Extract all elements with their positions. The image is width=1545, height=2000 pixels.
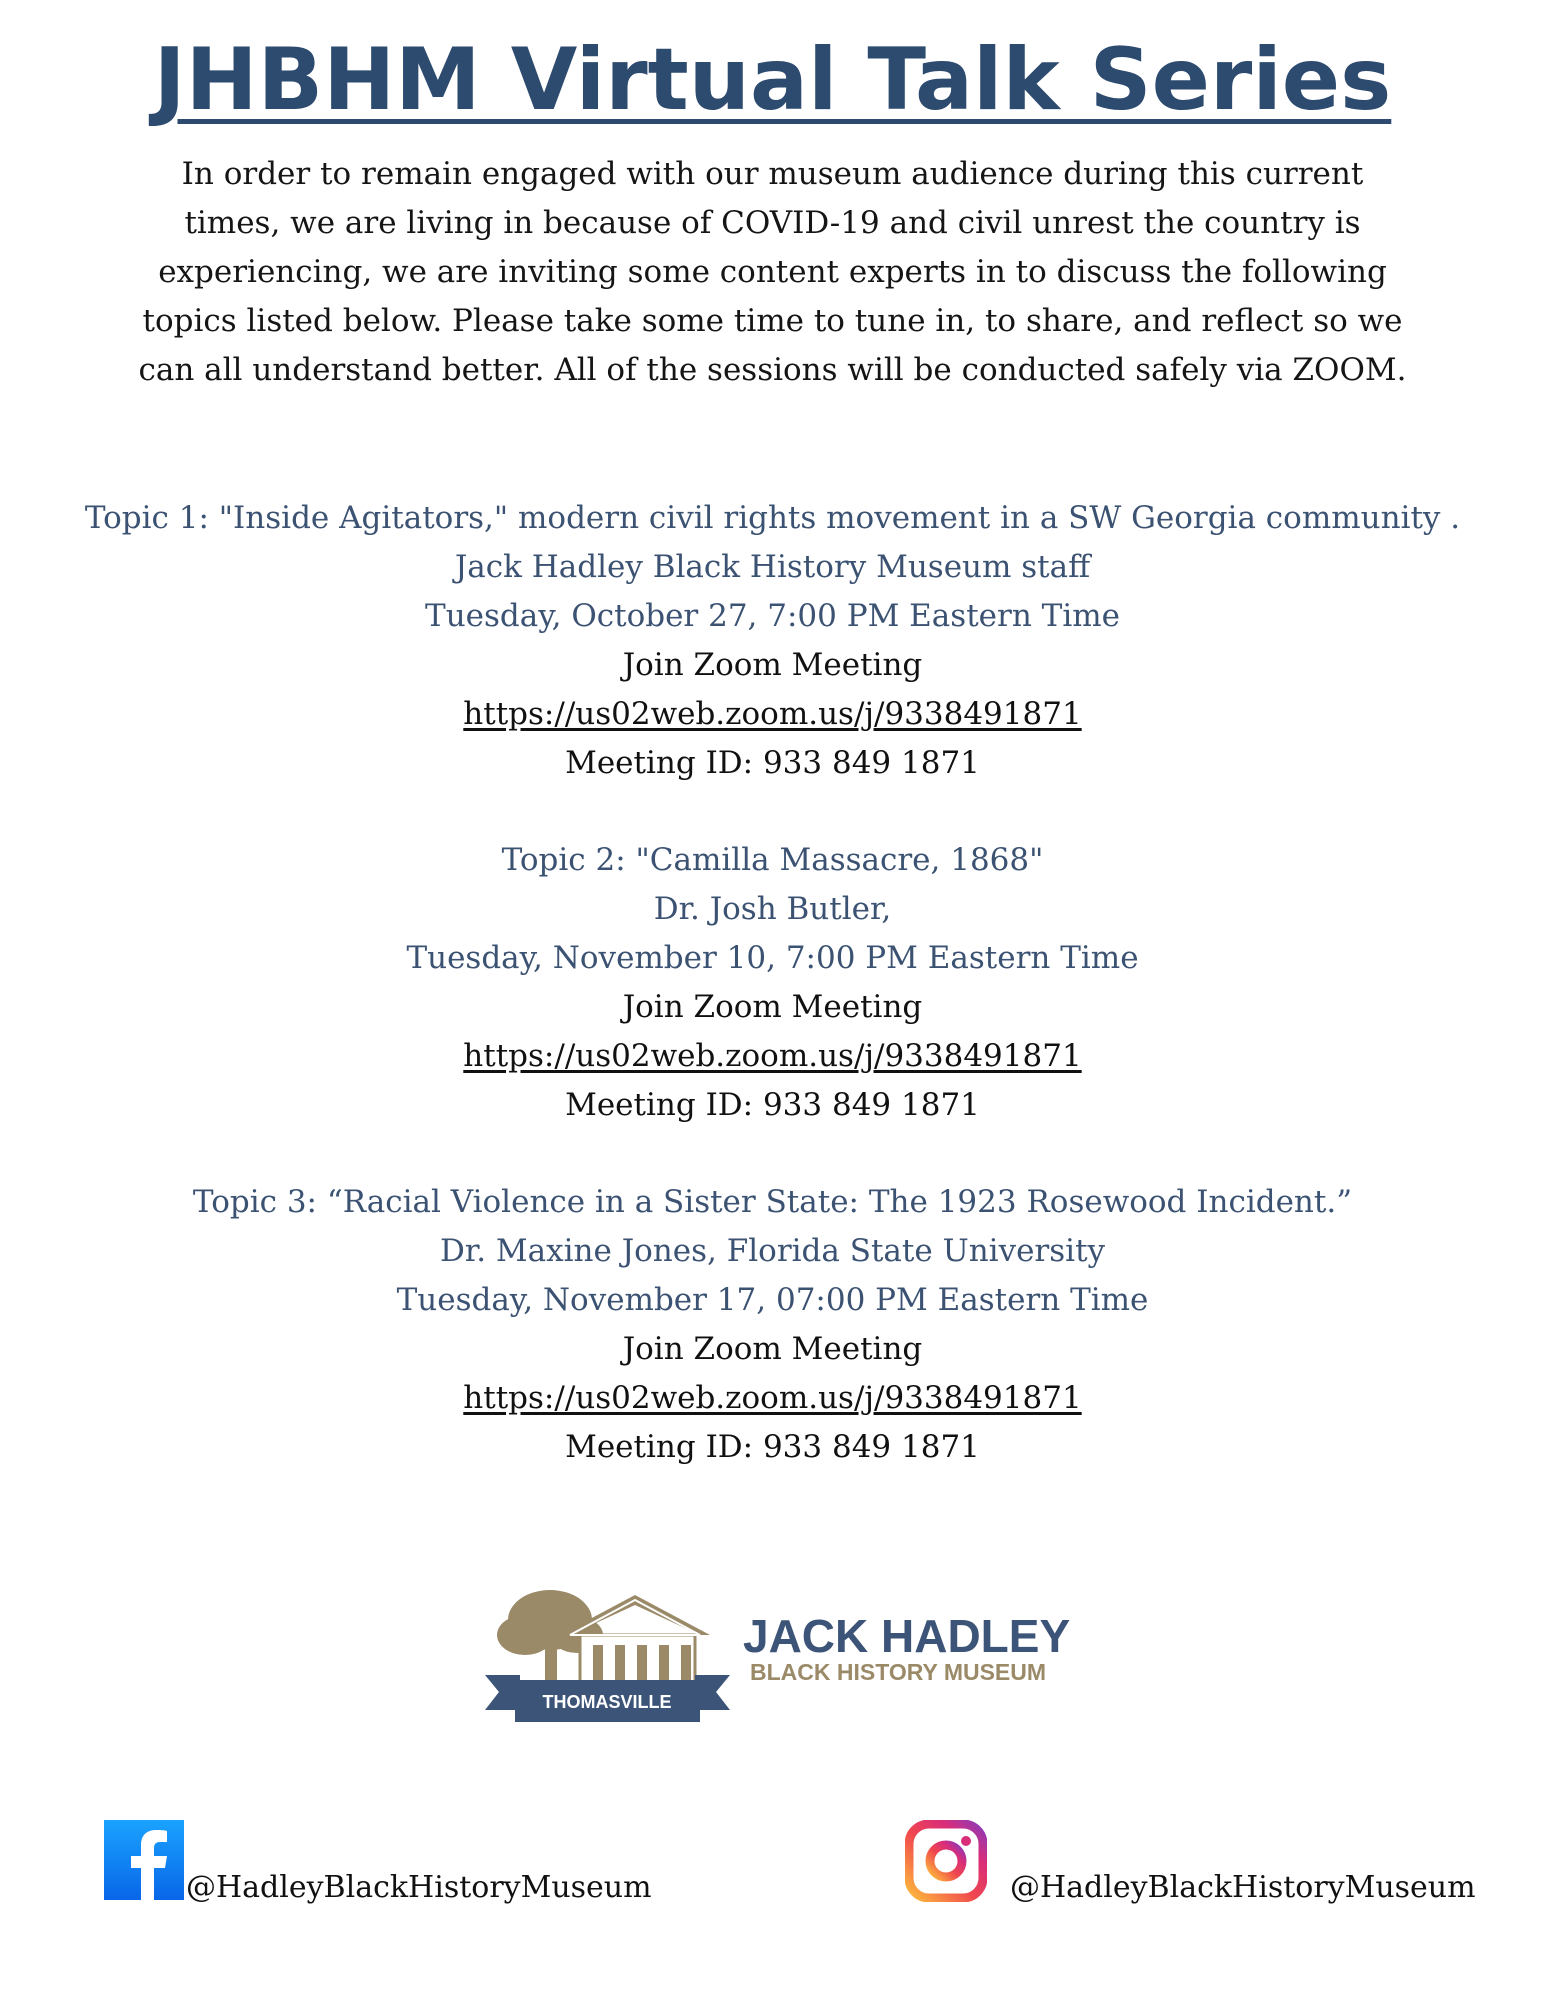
topic-3 xyxy=(0,1178,1545,1472)
museum-name: JACK HADLEY xyxy=(743,1610,1071,1662)
meeting-id: Meeting ID: 933 849 1871 xyxy=(565,1429,980,1465)
facebook-block xyxy=(104,1820,664,1905)
banner-text: THOMASVILLE xyxy=(542,1692,672,1712)
topic-date: Tuesday, November 10, 7:00 PM Eastern Time xyxy=(406,940,1139,976)
intro-line: times, we are living in because of COVID-19 and civil unrest the country is xyxy=(184,205,1361,241)
zoom-link[interactable]: https://us02web.zoom.us/j/9338491871 xyxy=(463,1380,1082,1416)
topic-date: Tuesday, November 17, 07:00 PM Eastern Time xyxy=(396,1282,1149,1318)
title-block xyxy=(0,30,1545,130)
join-zoom-label: Join Zoom Meeting xyxy=(622,1331,923,1367)
intro-paragraph xyxy=(80,150,1465,395)
facebook-handle[interactable]: @HadleyBlackHistoryMuseum xyxy=(186,1870,652,1905)
instagram-handle[interactable]: @HadleyBlackHistoryMuseum xyxy=(1010,1870,1476,1905)
instagram-icon[interactable] xyxy=(905,1820,987,1902)
topic-heading: Topic 2: "Camilla Massacre, 1868" xyxy=(501,842,1044,878)
meeting-id: Meeting ID: 933 849 1871 xyxy=(565,1087,980,1123)
page-title: JHBHM Virtual Talk Series xyxy=(153,30,1392,130)
museum-subtitle: BLACK HISTORY MUSEUM xyxy=(750,1659,1047,1685)
intro-line: topics listed below. Please take some time to tune in, to share, and reflect so we xyxy=(142,303,1403,339)
topic-speaker: Dr. Josh Butler, xyxy=(653,891,892,927)
topic-2 xyxy=(0,836,1545,1130)
zoom-link[interactable]: https://us02web.zoom.us/j/9338491871 xyxy=(463,1038,1082,1074)
intro-line: can all understand better. All of the sessions will be conducted safely via ZOOM. xyxy=(138,352,1407,388)
facebook-icon[interactable] xyxy=(104,1820,184,1900)
thomasville-banner xyxy=(485,1675,730,1722)
topic-1 xyxy=(0,494,1545,788)
meeting-id: Meeting ID: 933 849 1871 xyxy=(565,745,980,781)
join-zoom-label: Join Zoom Meeting xyxy=(622,647,923,683)
join-zoom-label: Join Zoom Meeting xyxy=(622,989,923,1025)
topic-heading: Topic 3: “Racial Violence in a Sister State: The 1923 Rosewood Incident.” xyxy=(192,1184,1353,1220)
topic-heading: Topic 1: "Inside Agitators," modern civil rights movement in a SW Georgia community . xyxy=(84,500,1461,536)
topic-speaker: Dr. Maxine Jones, Florida State University xyxy=(439,1233,1106,1269)
topic-date: Tuesday, October 27, 7:00 PM Eastern Time xyxy=(425,598,1120,634)
intro-line: In order to remain engaged with our museum audience during this current xyxy=(181,156,1364,192)
topic-speaker: Jack Hadley Black History Museum staff xyxy=(454,549,1091,585)
instagram-block xyxy=(905,1820,1476,1905)
intro-line: experiencing, we are inviting some content experts in to discuss the following xyxy=(158,254,1387,290)
zoom-link[interactable]: https://us02web.zoom.us/j/9338491871 xyxy=(463,696,1082,732)
museum-logo xyxy=(485,1580,1105,1730)
